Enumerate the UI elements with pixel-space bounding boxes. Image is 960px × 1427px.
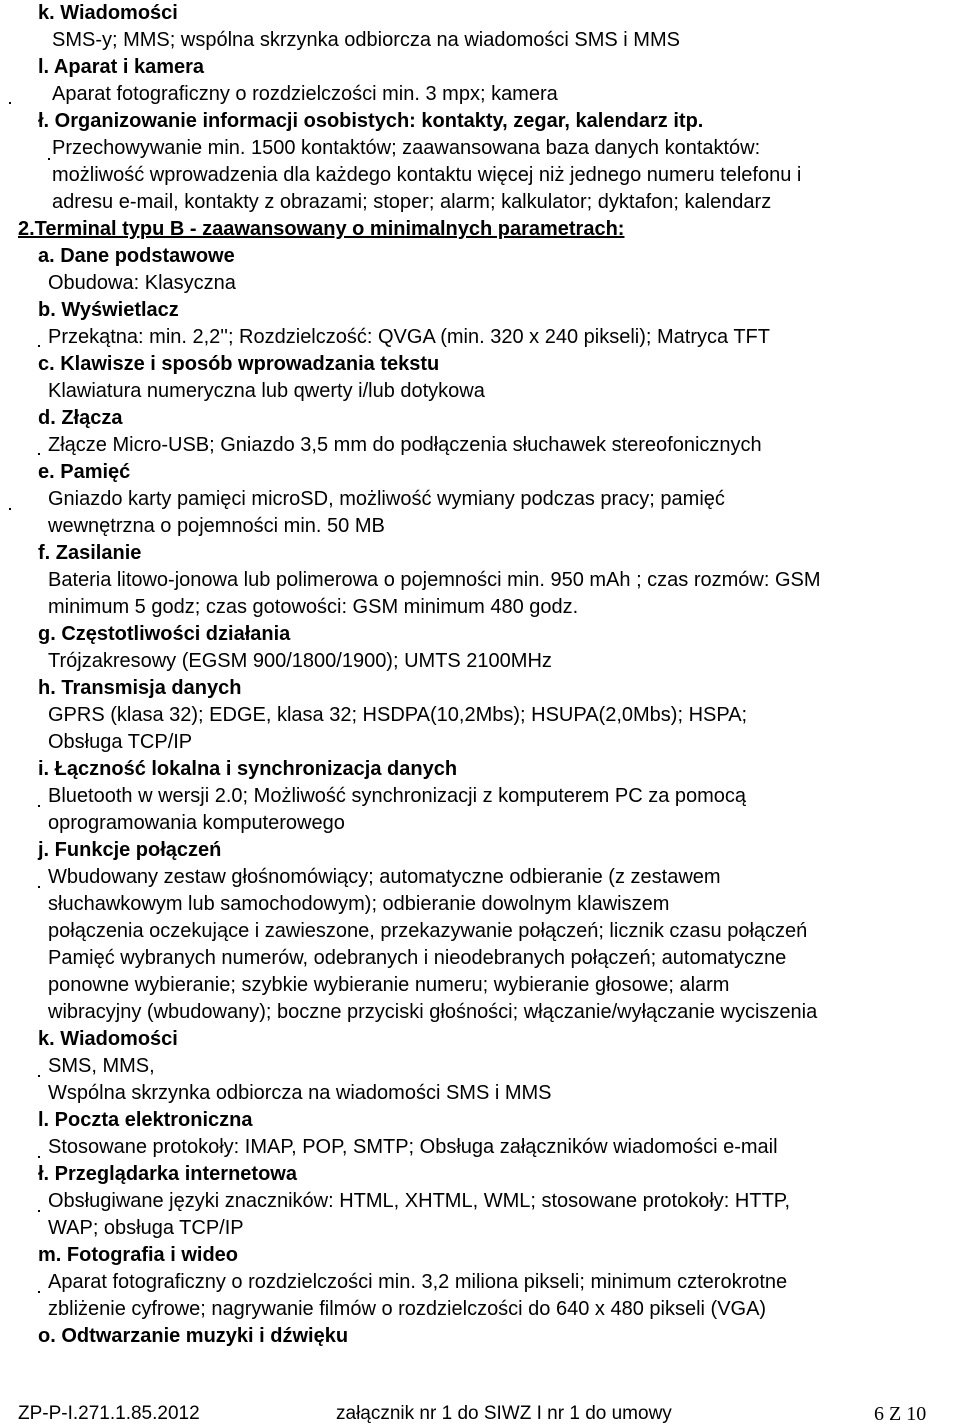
section-heading: k. Wiadomości (38, 1028, 178, 1050)
section-text: Obudowa: Klasyczna (48, 272, 236, 294)
bullet-mark (38, 886, 40, 888)
bullet-mark (38, 1075, 40, 1077)
section-heading: o. Odtwarzanie muzyki i dźwięku (38, 1325, 349, 1347)
section-text: Bluetooth w wersji 2.0; Możliwość synchronizacji z komputerem PC za pomocą (48, 785, 747, 807)
section-text: Klawiatura numeryczna lub qwerty i/lub dotykowa (48, 380, 485, 402)
section-text: SMS-y; MMS; wspólna skrzynka odbiorcza na wiadomości SMS i MMS (52, 29, 680, 51)
bullet-mark (38, 805, 40, 807)
section-text: zbliżenie cyfrowe; nagrywanie filmów o rozdzielczości do 640 x 480 pikseli (VGA) (48, 1298, 767, 1320)
bullet-mark (38, 345, 40, 347)
section-text: Wspólna skrzynka odbiorcza na wiadomości SMS i MMS (48, 1082, 552, 1104)
section-heading: j. Funkcje połączeń (38, 839, 222, 861)
section-heading: a. Dane podstawowe (38, 245, 235, 267)
section-heading: k. Wiadomości (38, 2, 178, 24)
section-text: WAP; obsługa TCP/IP (48, 1217, 244, 1239)
section-heading: ł. Organizowanie informacji osobistych: kontakty, zegar, kalendarz itp. (38, 110, 704, 132)
footer-doc-reference: ZP-P-I.271.1.85.2012 (18, 1403, 200, 1424)
bullet-mark (38, 1210, 40, 1212)
main-section-heading: 2.Terminal typu B - zaawansowany o minimalnych parametrach: (18, 218, 625, 240)
section-heading: i. Łączność lokalna i synchronizacja danych (38, 758, 458, 780)
section-text: Stosowane protokoły: IMAP, POP, SMTP; Obsługa załączników wiadomości e-mail (48, 1136, 778, 1158)
section-text: Wbudowany zestaw głośnomówiący; automatyczne odbieranie (z zestawem (48, 866, 721, 888)
bullet-mark (48, 158, 50, 160)
section-heading: c. Klawisze i sposób wprowadzania tekstu (38, 353, 440, 375)
section-heading: g. Częstotliwości działania (38, 623, 291, 645)
footer-page-number: 6 Z 10 (874, 1403, 927, 1425)
section-text: Przechowywanie min. 1500 kontaktów; zaawansowana baza danych kontaktów: (52, 137, 761, 159)
section-heading: b. Wyświetlacz (38, 299, 179, 321)
footer-annex-note: załącznik nr 1 do SIWZ I nr 1 do umowy (336, 1403, 672, 1424)
section-text: Złącze Micro-USB; Gniazdo 3,5 mm do podłączenia słuchawek stereofonicznych (48, 434, 762, 456)
bullet-mark (9, 102, 11, 104)
section-text: SMS, MMS, (48, 1055, 155, 1077)
section-heading: l. Aparat i kamera (38, 56, 205, 78)
section-text: Bateria litowo-jonowa lub polimerowa o pojemności min. 950 mAh ; czas rozmów: GSM (48, 569, 821, 591)
section-text: Przekątna: min. 2,2''; Rozdzielczość: QVGA (min. 320 x 240 pikseli); Matryca TFT (48, 326, 770, 348)
section-heading: h. Transmisja danych (38, 677, 242, 699)
section-heading: m. Fotografia i wideo (38, 1244, 239, 1266)
bullet-mark (38, 1291, 40, 1293)
section-text: możliwość wprowadzenia dla każdego kontaktu więcej niż jednego numeru telefonu i (52, 164, 802, 186)
section-heading: l. Poczta elektroniczna (38, 1109, 253, 1131)
section-heading: ł. Przeglądarka internetowa (38, 1163, 297, 1185)
section-text: Pamięć wybranych numerów, odebranych i nieodebranych połączeń; automatyczne (48, 947, 787, 969)
section-text: Obsługa TCP/IP (48, 731, 193, 753)
section-heading: e. Pamięć (38, 461, 131, 483)
section-text: minimum 5 godz; czas gotowości: GSM minimum 480 godz. (48, 596, 579, 618)
section-text: Trójzakresowy (EGSM 900/1800/1900); UMTS 2100MHz (48, 650, 552, 672)
bullet-mark (38, 1156, 40, 1158)
section-text: adresu e-mail, kontakty z obrazami; stoper; alarm; kalkulator; dyktafon; kalendarz (52, 191, 772, 213)
section-text: GPRS (klasa 32); EDGE, klasa 32; HSDPA(10,2Mbs); HSUPA(2,0Mbs); HSPA; (48, 704, 748, 726)
section-text: Aparat fotograficzny o rozdzielczości min. 3,2 miliona pikseli; minimum czterokrotne (48, 1271, 788, 1293)
section-heading: d. Złącza (38, 407, 123, 429)
section-text: ponowne wybieranie; szybkie wybieranie numeru; wybieranie głosowe; alarm (48, 974, 730, 996)
section-text: Obsługiwane języki znaczników: HTML, XHTML, WML; stosowane protokoły: HTTP, (48, 1190, 791, 1212)
section-heading: f. Zasilanie (38, 542, 142, 564)
section-text: Gniazdo karty pamięci microSD, możliwość wymiany podczas pracy; pamięć (48, 488, 725, 510)
section-text: wibracyjny (wbudowany); boczne przyciski głośności; włączanie/wyłączanie wyciszenia (48, 1001, 818, 1023)
section-text: słuchawkowym lub samochodowym); odbieranie dowolnym klawiszem (48, 893, 670, 915)
section-text: połączenia oczekujące i zawieszone, przekazywanie połączeń; licznik czasu połączeń (48, 920, 808, 942)
bullet-mark (38, 453, 40, 455)
section-text: Aparat fotograficzny o rozdzielczości min. 3 mpx; kamera (52, 83, 558, 105)
section-text: oprogramowania komputerowego (48, 812, 345, 834)
section-text: wewnętrzna o pojemności min. 50 MB (48, 515, 385, 537)
bullet-mark (9, 508, 11, 510)
